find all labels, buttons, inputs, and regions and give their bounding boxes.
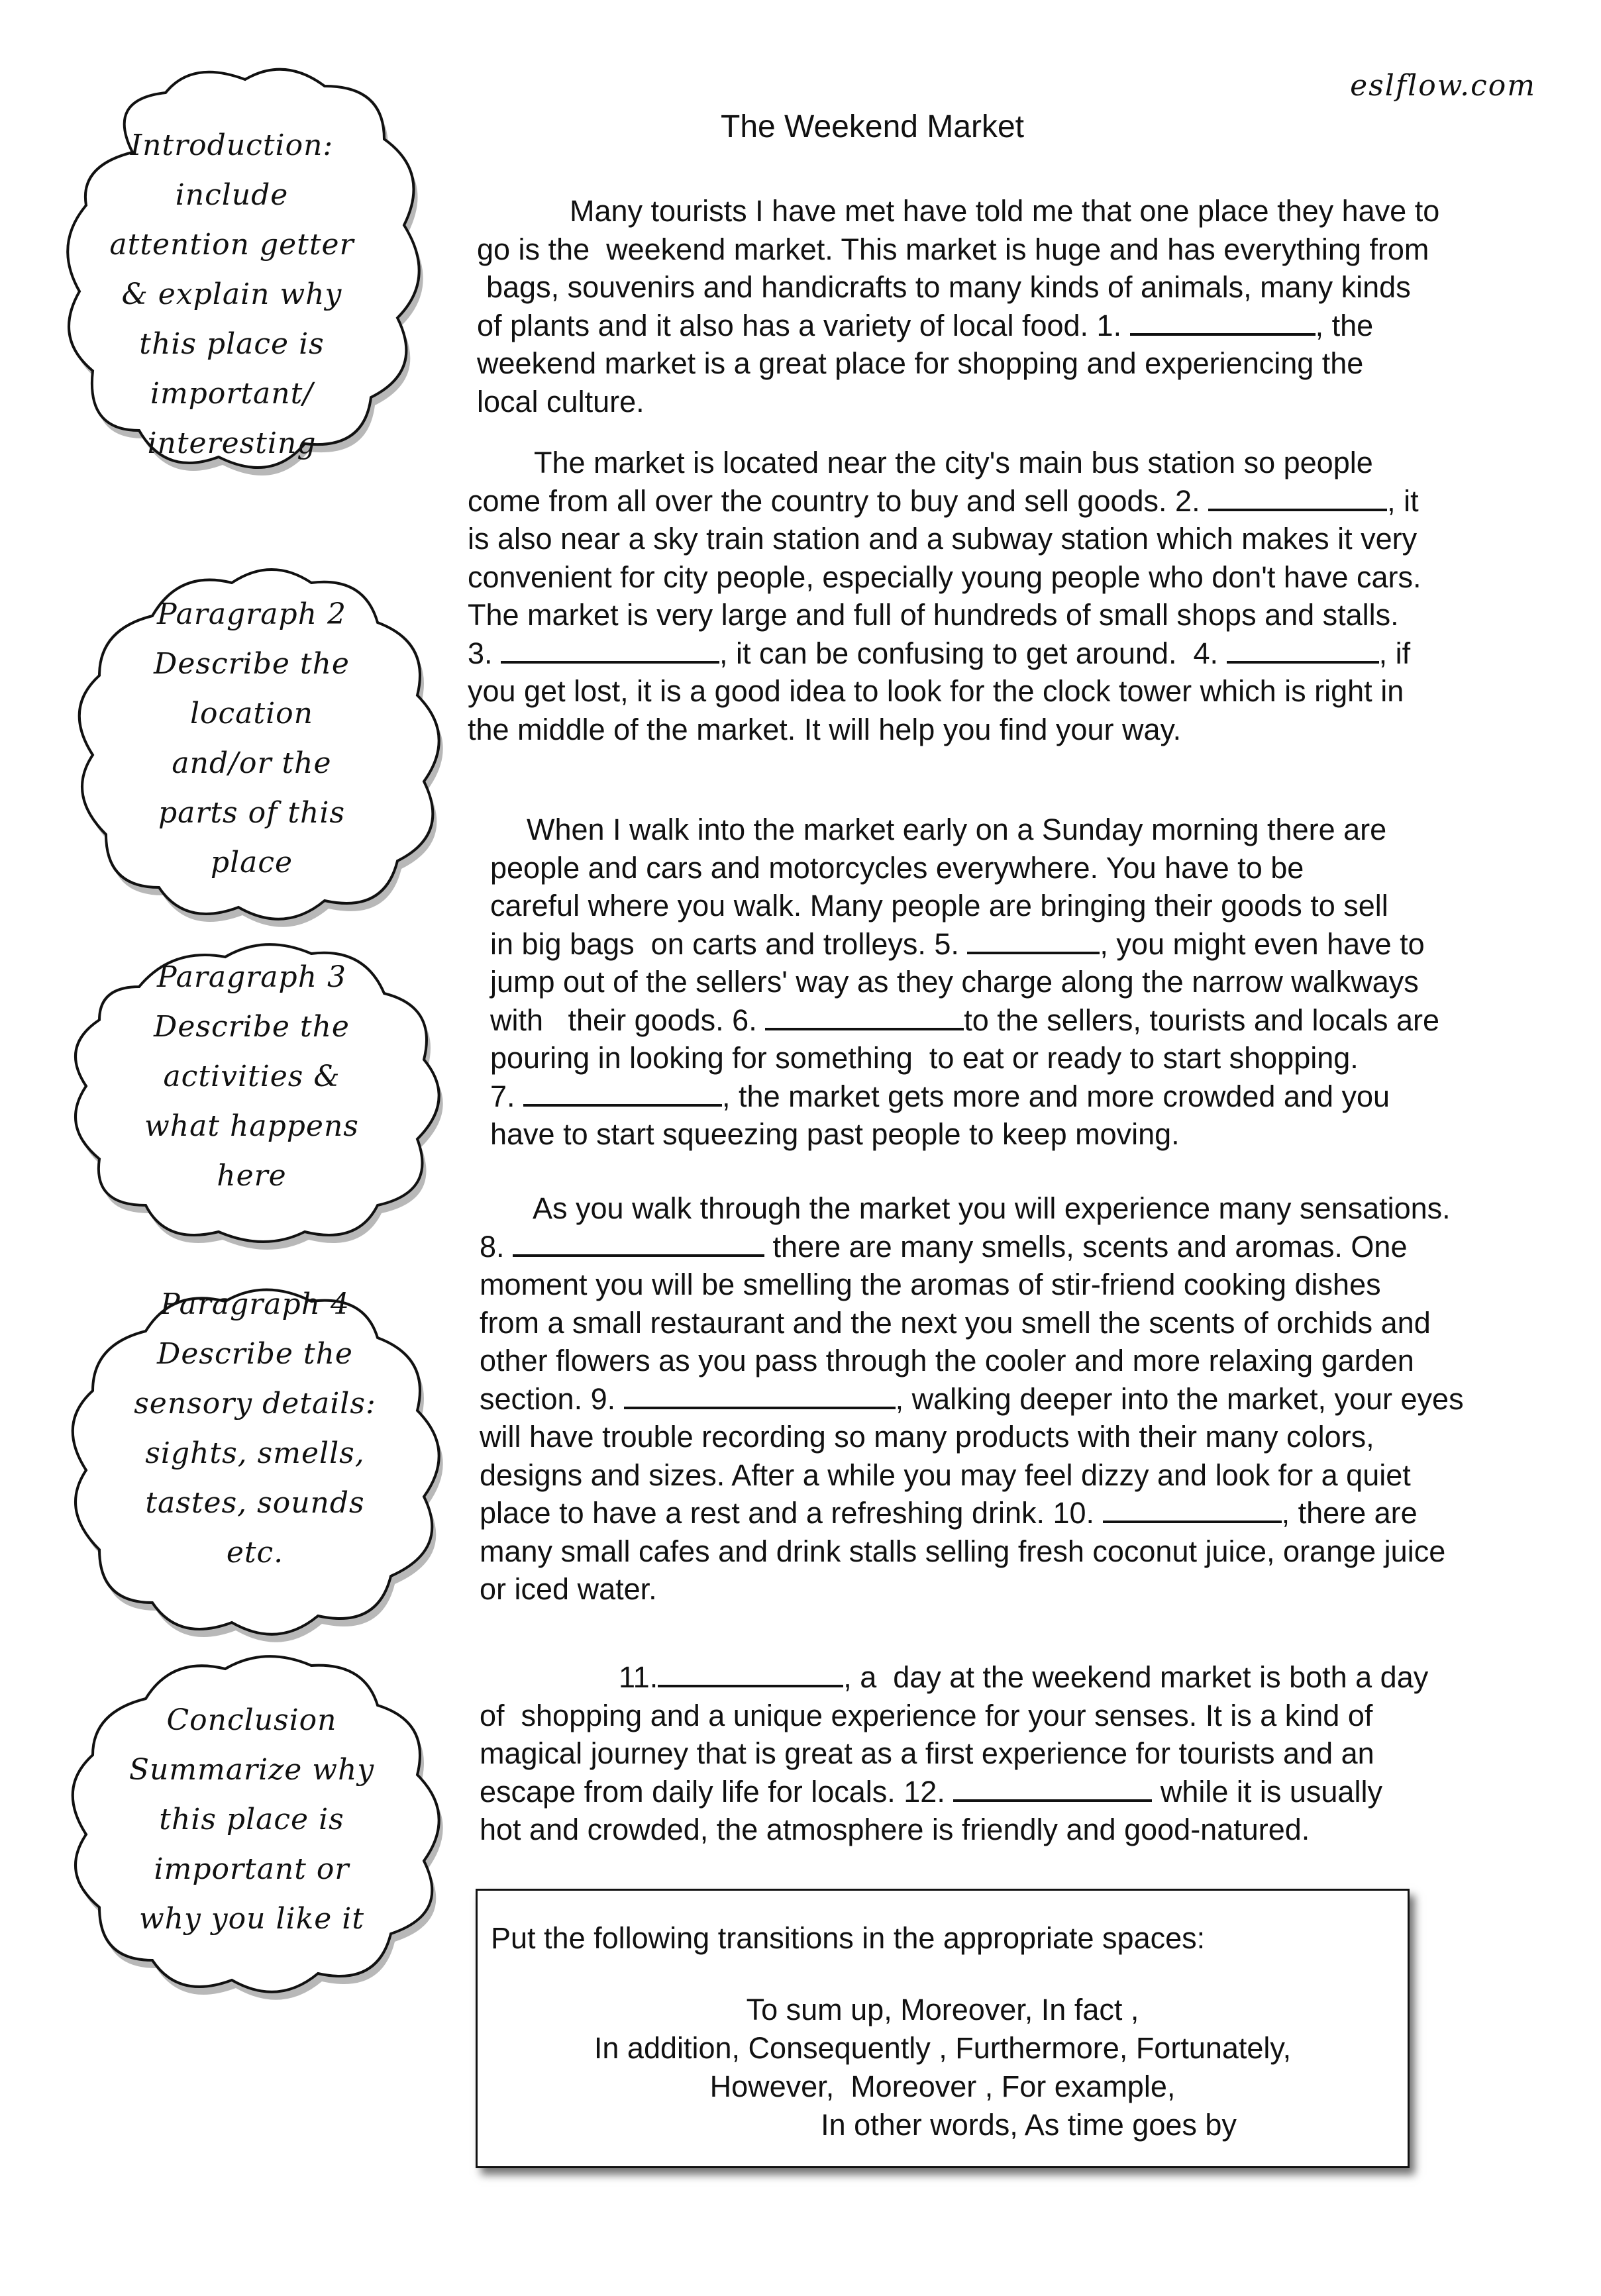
text-line: hot and crowded, the atmosphere is friendly and good-natured.	[480, 1813, 1310, 1846]
text-segment: , a day at the weekend market is both a day	[843, 1660, 1429, 1694]
text-line: The market is located near the city's main bus station so people	[534, 446, 1373, 479]
cloud-introduction-text: Introduction: include attention getter & explain why this place is important/ interesting	[109, 128, 354, 460]
text-line	[490, 1077, 1439, 1116]
text-segment: section. 9.	[480, 1381, 624, 1416]
blank-8[interactable]	[513, 1228, 764, 1257]
blank-1[interactable]	[1130, 307, 1316, 336]
text-line: Many tourists I have met have told me that one place they have to	[570, 194, 1440, 228]
text-line: from a small restaurant and the next you smell the scents of orchids and	[480, 1305, 1431, 1340]
text-segment: come from all over the country to buy and sell goods. 2.	[468, 483, 1209, 518]
text-line: go is the weekend market. This market is huge and has everything from	[477, 232, 1429, 266]
text-segment: in big bags on carts and trolleys. 5.	[490, 926, 968, 961]
transitions-box	[476, 1889, 1410, 2168]
text-line: the middle of the market. It will help you find your way.	[468, 712, 1182, 746]
text-line: convenient for city people, especially young people who don't have cars.	[468, 560, 1421, 594]
text-line	[480, 1658, 1428, 1697]
text-segment: 11.	[619, 1660, 658, 1694]
text-segment: , you might even have to	[1100, 926, 1425, 961]
text-segment: with their goods. 6.	[490, 1003, 766, 1037]
cloud-paragraph-4	[60, 1285, 464, 1656]
box-instruction: Put the following transitions in the appropriate spaces:	[491, 1921, 1206, 1955]
text-line	[468, 482, 1421, 521]
page-title: The Weekend Market	[721, 109, 1024, 144]
text-line: jump out of the sellers' way as they charge along the narrow walkways	[490, 965, 1419, 999]
blank-5[interactable]	[967, 925, 1100, 954]
transitions-line-1: To sum up, Moreover, In fact ,	[746, 1993, 1139, 2026]
text-line: designs and sizes. After a while you may feel dizzy and look for a quiet	[480, 1458, 1411, 1492]
blank-3[interactable]	[501, 634, 719, 664]
text-line: careful where you walk. Many people are bringing their goods to sell	[490, 889, 1388, 923]
text-line: As you walk through the market you will experience many sensations.	[533, 1191, 1451, 1225]
cloud-conclusion-text: Conclusion Summarize why this place is important or why you like it	[129, 1703, 375, 1936]
text-line	[490, 1001, 1439, 1040]
text-segment: , the	[1315, 308, 1374, 342]
text-line: bags, souvenirs and handicrafts to many kinds of animals, many kinds	[486, 270, 1411, 304]
text-segment: , it	[1387, 483, 1419, 518]
text-line: of shopping and a unique experience for your senses. It is a kind of	[480, 1698, 1373, 1732]
text-line	[468, 634, 1421, 673]
cloud-paragraph-2-text: Paragraph 2 Describe the location and/or the parts of this place	[154, 597, 350, 879]
cloud-paragraph-3	[60, 940, 457, 1245]
blank-2[interactable]	[1208, 482, 1387, 511]
text-line: or iced water.	[480, 1572, 657, 1606]
text-segment: to the sellers, tourists and locals are	[964, 1003, 1440, 1037]
text-line: moment you will be smelling the aromas of stir-friend cooking dishes	[480, 1268, 1381, 1301]
blank-11[interactable]	[658, 1658, 843, 1687]
text-line: is also near a sky train station and a subway station which makes it very	[468, 522, 1418, 556]
text-line: many small cafes and drink stalls selling fresh coconut juice, orange juice	[480, 1534, 1446, 1568]
cloud-conclusion	[60, 1649, 457, 2013]
text-line: have to start squeezing past people to keep moving.	[490, 1117, 1180, 1151]
text-line: When I walk into the market early on a Sunday morning there are	[527, 813, 1387, 846]
text-line	[480, 1773, 1428, 1811]
paragraph-5	[480, 1658, 1428, 1849]
cloud-paragraph-2	[66, 563, 457, 934]
transitions-line-2: In addition, Consequently , Furthermore, Fortunately,	[594, 2031, 1292, 2065]
text-segment: 7.	[490, 1079, 524, 1113]
text-segment: , walking deeper into the market, your eyes	[895, 1381, 1464, 1416]
blank-4[interactable]	[1227, 634, 1379, 664]
cloud-paragraph-4-text: Paragraph 4 Describe the sensory details: sights, smells, tastes, sounds etc.	[134, 1287, 376, 1570]
text-line	[480, 1380, 1464, 1419]
text-segment: 8.	[480, 1229, 513, 1264]
text-segment: , if	[1378, 636, 1411, 670]
text-line	[480, 1494, 1464, 1532]
text-segment: there are many smells, scents and aromas. One	[764, 1229, 1408, 1264]
cloud-paragraph-3-text: Paragraph 3 Describe the activities & what happens here	[144, 960, 359, 1193]
blank-12[interactable]	[953, 1773, 1152, 1802]
text-segment: of plants and it also has a variety of local food. 1.	[477, 308, 1130, 342]
blank-6[interactable]	[765, 1001, 964, 1030]
blank-9[interactable]	[624, 1380, 896, 1409]
text-segment: , it can be confusing to get around. 4.	[719, 636, 1227, 670]
text-line: other flowers as you pass through the cooler and more relaxing garden	[480, 1344, 1414, 1377]
text-segment: escape from daily life for locals. 12.	[480, 1774, 954, 1809]
text-line	[490, 925, 1439, 964]
text-line	[477, 307, 1439, 345]
text-line	[480, 1228, 1464, 1266]
transitions-line-4: In other words, As time goes by	[821, 2108, 1237, 2142]
paragraph-3	[490, 811, 1439, 1154]
blank-7[interactable]	[523, 1077, 722, 1107]
text-line: people and cars and motorcycles everywhere. You have to be	[490, 850, 1304, 885]
text-segment: while it is usually	[1152, 1774, 1382, 1809]
text-line: The market is very large and full of hundreds of small shops and stalls.	[468, 598, 1399, 632]
text-line: magical journey that is great as a first experience for tourists and an	[480, 1736, 1374, 1770]
text-line: pouring in looking for something to eat or ready to start shopping.	[490, 1041, 1359, 1075]
text-segment: place to have a rest and a refreshing drink. 10.	[480, 1496, 1103, 1530]
text-line: weekend market is a great place for shopping and experiencing the	[477, 346, 1364, 380]
site-name: eslflow.com	[1350, 69, 1536, 103]
text-line: will have trouble recording so many products with their many colors,	[480, 1420, 1374, 1454]
blank-10[interactable]	[1103, 1494, 1282, 1523]
text-segment: , the market gets more and more crowded and you	[722, 1079, 1390, 1113]
text-line: you get lost, it is a good idea to look for the clock tower which is right in	[468, 674, 1404, 708]
cloud-introduction	[53, 60, 450, 483]
text-line: local culture.	[477, 384, 645, 419]
paragraph-1	[477, 192, 1439, 421]
text-segment: , there are	[1281, 1496, 1418, 1530]
paragraph-2	[468, 444, 1421, 748]
text-segment: 3.	[468, 636, 501, 670]
paragraph-4	[480, 1189, 1464, 1609]
transitions-line-3: However, Moreover , For example,	[709, 2070, 1176, 2103]
